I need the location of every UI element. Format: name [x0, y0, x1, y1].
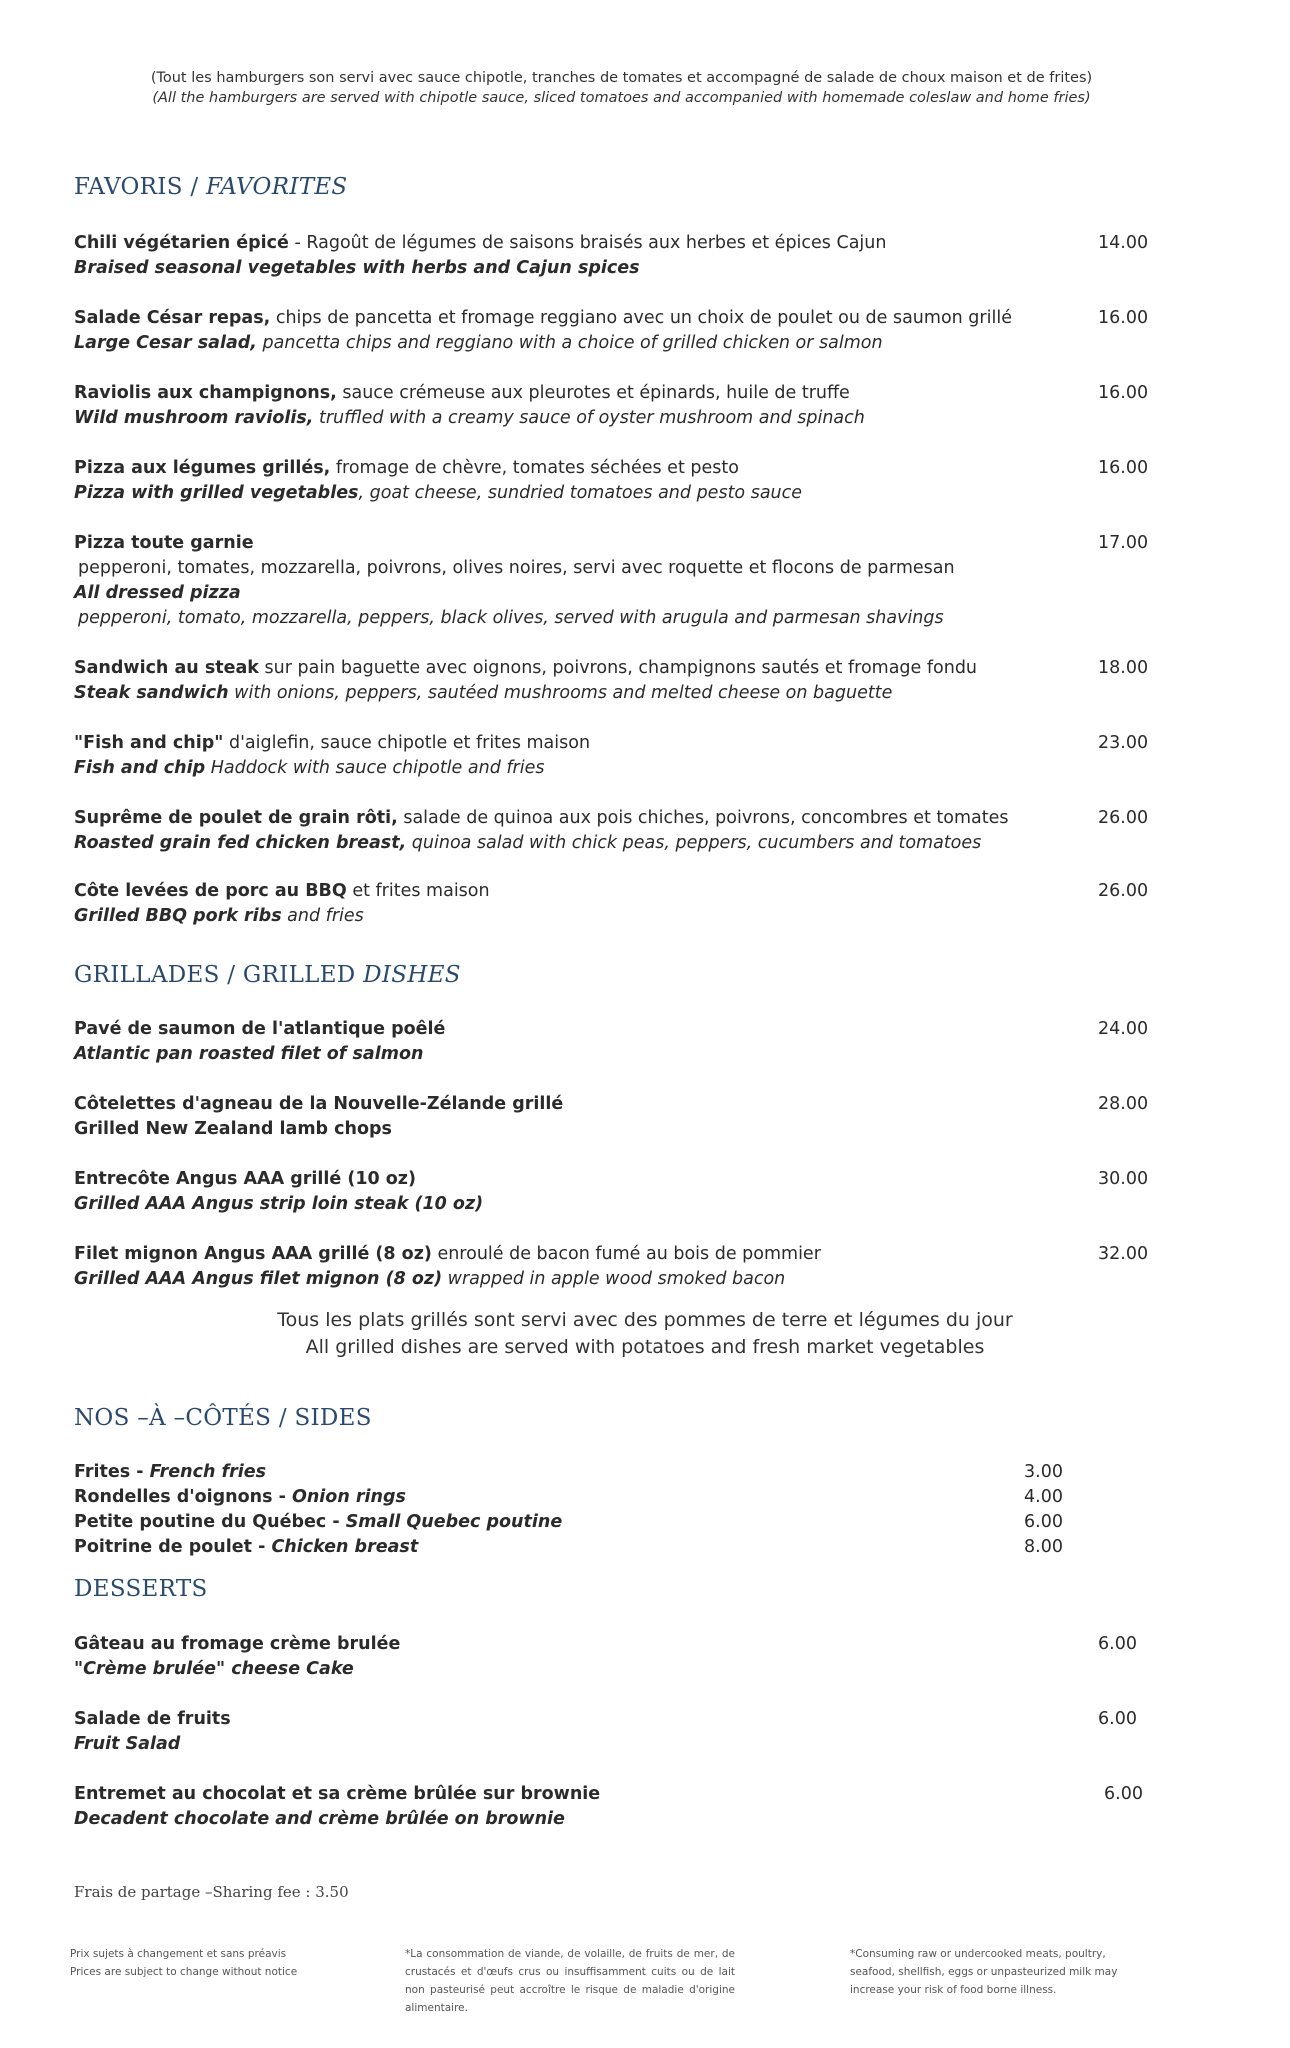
footer-warning-en: *Consuming raw or undercooked meats, poultry, seafood, shellfish, eggs or unpasteurized milk may increase your risk of food borne illness.: [850, 1948, 1118, 1996]
item-price: 24.00: [1098, 1019, 1149, 1039]
menu-item: Pizza toute garnie pepperoni, tomates, mozzarella, poivrons, olives noires, servi avec roquette et flocons de parmesan All dressed pizza pepperoni, tomato, mozzarella, peppers, black olives, served with arugula and parmesan shavings 17.00: [74, 533, 1149, 628]
list-item: Rondelles d'oignons - Onion rings 4.00: [74, 1487, 1063, 1507]
list-item: Petite poutine du Québec - Small Quebec poutine 6.00: [74, 1512, 1063, 1532]
item-price: 18.00: [1098, 658, 1149, 678]
list-item: Frites - French fries 3.00: [74, 1462, 1063, 1482]
sharing-fee: Frais de partage –Sharing fee : 3.50: [74, 1883, 349, 1901]
menu-item: Pizza aux légumes grillés, fromage de chèvre, tomates séchées et pesto Pizza with grilled vegetables, goat cheese, sundried tomatoes and pesto sauce 16.00: [74, 458, 1149, 503]
item-price: 30.00: [1098, 1169, 1149, 1189]
item-price: 14.00: [1098, 233, 1149, 253]
menu-item: Salade de fruits Fruit Salad 6.00: [74, 1709, 1137, 1754]
item-price: 16.00: [1098, 308, 1149, 328]
menu-item: Gâteau au fromage crème brulée "Crème brulée" cheese Cake 6.00: [74, 1634, 1137, 1679]
menu-item: Entrecôte Angus AAA grillé (10 oz) Grilled AAA Angus strip loin steak (10 oz) 30.00: [74, 1169, 1149, 1214]
item-price: 17.00: [1098, 533, 1149, 553]
list-item: Poitrine de poulet - Chicken breast 8.00: [74, 1537, 1063, 1557]
menu-item: Entremet au chocolat et sa crème brûlée sur brownie Decadent chocolate and crème brûlée on brownie 6.00: [74, 1784, 1143, 1829]
item-price: 6.00: [1098, 1634, 1137, 1654]
section-title-grilled: GRILLADES / GRILLED DISHES: [74, 962, 461, 988]
sides-list: [74, 1460, 1094, 1560]
menu-item: Côte levées de porc au BBQ et frites maison Grilled BBQ pork ribs and fries 26.00: [74, 881, 1149, 926]
menu-item: Suprême de poulet de grain rôti, salade de quinoa aux pois chiches, poivrons, concombres et tomates Roasted grain fed chicken breast, quinoa salad with chick peas, peppers, cucumbers and tomatoes 26.00: [74, 808, 1149, 853]
menu-item: Côtelettes d'agneau de la Nouvelle-Zélande grillé Grilled New Zealand lamb chops 28.00: [74, 1094, 1149, 1139]
hamburger-note-en: (All the hamburgers are served with chipotle sauce, sliced tomatoes and accompanied with homemade coleslaw and home fries): [152, 90, 1091, 106]
grilled-dishes-note: Tous les plats grillés sont servi avec des pommes de terre et légumes du jour All grilled dishes are served with potatoes and fresh market vegetables: [277, 1309, 1013, 1358]
item-price: 6.00: [1104, 1784, 1143, 1804]
item-price: 23.00: [1098, 733, 1149, 753]
item-price: 26.00: [1098, 808, 1149, 828]
hamburger-note-fr: (Tout les hamburgers son servi avec sauce chipotle, tranches de tomates et accompagné de salade de choux maison et de frites): [150, 70, 1093, 86]
item-price: 26.00: [1098, 881, 1149, 901]
item-price: 32.00: [1098, 1244, 1149, 1264]
hamburger-note: [0, 68, 1243, 108]
menu-item: Chili végétarien épicé - Ragoût de légumes de saisons braisés aux herbes et épices Cajun Braised seasonal vegetables with herbs and Cajun spices 14.00: [74, 233, 1149, 278]
item-price: 16.00: [1098, 458, 1149, 478]
item-price: 28.00: [1098, 1094, 1149, 1114]
section-title-favorites: FAVORIS / FAVORITES: [74, 174, 348, 200]
menu-item: Salade César repas, chips de pancetta et fromage reggiano avec un choix de poulet ou de saumon grillé Large Cesar salad, pancetta chips and reggiano with a choice of grilled chicken or salmon 16.00: [74, 308, 1149, 353]
item-price: 6.00: [1098, 1709, 1137, 1729]
section-title-sides: NOS –À –CÔTÉS / SIDES: [74, 1405, 372, 1431]
menu-item: Sandwich au steak sur pain baguette avec oignons, poivrons, champignons sautés et fromage fondu Steak sandwich with onions, peppers, sautéed mushrooms and melted cheese on baguette 18.00: [74, 658, 1149, 703]
item-price: 16.00: [1098, 383, 1149, 403]
menu-item: Filet mignon Angus AAA grillé (8 oz) enroulé de bacon fumé au bois de pommier Grilled AAA Angus filet mignon (8 oz) wrapped in apple wood smoked bacon 32.00: [74, 1244, 1149, 1289]
footer-prices-note: Prix sujets à changement et sans préavis Prices are subject to change without notice: [70, 1948, 298, 1978]
footer-warning-fr: *La consommation de viande, de volaille, de fruits de mer, de crustacés et d'œufs crus ou insuffisamment cuits ou de lait non pasteurisé peut accroître le risque de maladie d'origine alimentaire.: [405, 1948, 735, 2014]
menu-item: Pavé de saumon de l'atlantique poêlé Atlantic pan roasted filet of salmon 24.00: [74, 1019, 1149, 1064]
section-title-desserts: DESSERTS: [74, 1576, 208, 1602]
menu-item: "Fish and chip" d'aiglefin, sauce chipotle et frites maison Fish and chip Haddock with sauce chipotle and fries 23.00: [74, 733, 1149, 778]
menu-item: Raviolis aux champignons, sauce crémeuse aux pleurotes et épinards, huile de truffe Wild mushroom raviolis, truffled with a creamy sauce of oyster mushroom and spinach 16.00: [74, 383, 1149, 428]
